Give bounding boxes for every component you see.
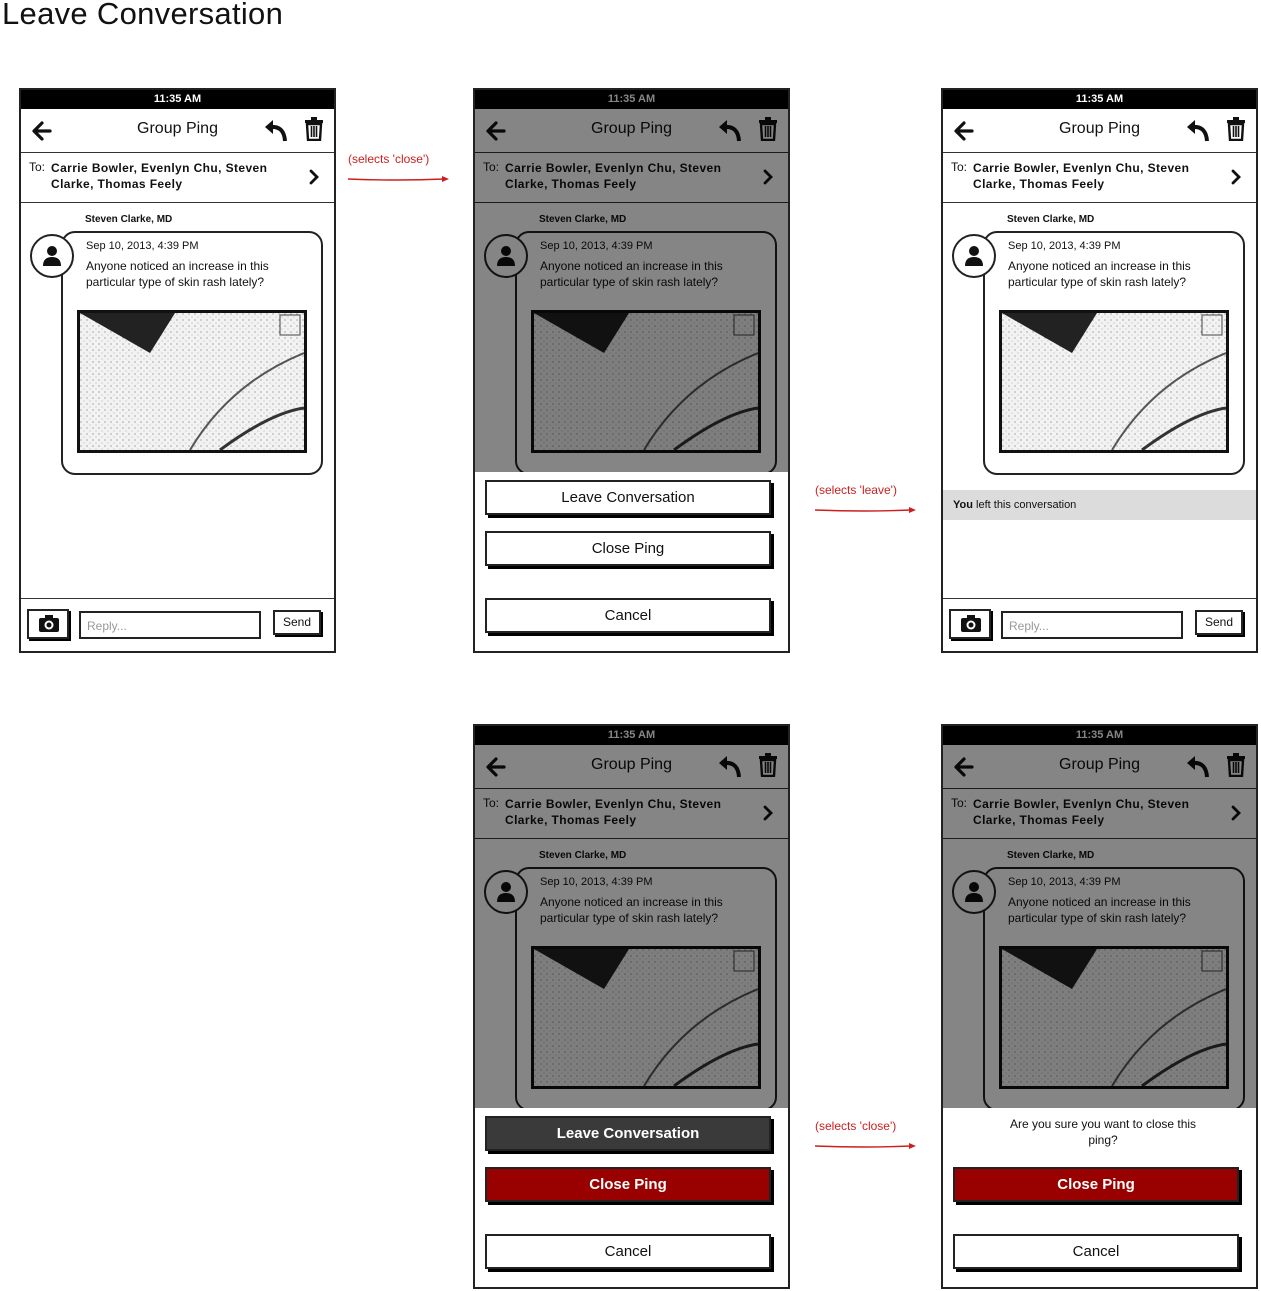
- notice-text: left this conversation: [976, 499, 1077, 511]
- recipients-row[interactable]: [943, 152, 1256, 203]
- sender-name: Steven Clarke, MD: [539, 214, 627, 225]
- action-sheet: [475, 472, 788, 651]
- reply-icon[interactable]: [1184, 117, 1211, 143]
- nav-bar: [943, 109, 1256, 153]
- phone-screen-2: [473, 88, 790, 653]
- recipients-list: Carrie Bowler, Evenlyn Chu, Steven Clarke, Thomas Feely: [973, 161, 1190, 191]
- leave-conversation-button[interactable]: Leave Conversation: [485, 1116, 771, 1151]
- flow-label-selects-leave: (selects 'leave'): [815, 483, 897, 497]
- confirm-sheet: [943, 1108, 1256, 1287]
- leave-conversation-button[interactable]: Leave Conversation: [485, 480, 771, 515]
- person-icon: [964, 245, 984, 267]
- message-text: Anyone noticed an increase in this particular type of skin rash lately?: [540, 895, 723, 925]
- status-bar-time: 11:35 AM: [475, 726, 788, 745]
- page-title: Leave Conversation: [2, 0, 284, 31]
- send-button[interactable]: Send: [1195, 610, 1243, 635]
- message-text: Anyone noticed an increase in this particular type of skin rash lately?: [1008, 895, 1191, 925]
- recipients-list: Carrie Bowler, Evenlyn Chu, Steven Clarke, Thomas Feely: [51, 161, 268, 191]
- close-ping-button[interactable]: Close Ping: [485, 531, 771, 566]
- person-icon: [42, 245, 62, 267]
- status-bar-time: 11:35 AM: [21, 90, 334, 109]
- flow-label-selects-close: (selects 'close'): [348, 152, 430, 166]
- nav-title: Group Ping: [1059, 756, 1140, 773]
- phone-screen-1: [19, 88, 336, 653]
- cancel-button[interactable]: Cancel: [485, 598, 771, 633]
- chevron-right-icon[interactable]: [308, 168, 320, 186]
- to-label: To:: [951, 160, 968, 174]
- message-date: Sep 10, 2013, 4:39 PM: [1008, 876, 1121, 888]
- nav-title: Group Ping: [1059, 120, 1140, 137]
- cancel-button[interactable]: Cancel: [485, 1234, 771, 1269]
- nav-bar: [21, 109, 334, 153]
- reply-icon[interactable]: [262, 117, 289, 143]
- to-label: To:: [483, 796, 500, 810]
- cancel-button[interactable]: Cancel: [953, 1234, 1239, 1269]
- trash-icon[interactable]: [304, 117, 324, 141]
- chevron-right-icon[interactable]: [1230, 168, 1242, 186]
- recipients-list: Carrie Bowler, Evenlyn Chu, Steven Clarke, Thomas Feely: [505, 161, 722, 191]
- sender-name: Steven Clarke, MD: [1007, 214, 1095, 225]
- flow-label-selects-close-2: (selects 'close'): [815, 1119, 897, 1133]
- avatar: [30, 234, 74, 278]
- phone-screen-5: [941, 724, 1258, 1289]
- confirm-close-ping-button[interactable]: Close Ping: [953, 1167, 1239, 1202]
- reply-composer: [943, 598, 1256, 651]
- recipients-list: Carrie Bowler, Evenlyn Chu, Steven Clarke, Thomas Feely: [505, 797, 722, 827]
- send-button[interactable]: Send: [273, 610, 321, 635]
- status-bar-time: 11:35 AM: [943, 726, 1256, 745]
- phone-screen-3: [941, 88, 1258, 653]
- message-text: Anyone noticed an increase in this particular type of skin rash lately?: [540, 259, 723, 289]
- recipients-list: Carrie Bowler, Evenlyn Chu, Steven Clarke, Thomas Feely: [973, 797, 1190, 827]
- reply-composer: [21, 598, 334, 651]
- reply-input[interactable]: Reply...: [1001, 611, 1183, 639]
- flow-arrow-1: [348, 174, 450, 184]
- message-date: Sep 10, 2013, 4:39 PM: [86, 240, 199, 252]
- nav-title: Group Ping: [591, 120, 672, 137]
- message-date: Sep 10, 2013, 4:39 PM: [540, 240, 653, 252]
- flow-arrow-3: [815, 1141, 917, 1151]
- sender-name: Steven Clarke, MD: [1007, 850, 1095, 861]
- message-date: Sep 10, 2013, 4:39 PM: [540, 876, 653, 888]
- flow-arrow-2: [815, 505, 917, 515]
- message-photo[interactable]: [999, 310, 1229, 453]
- phone-screen-4: [473, 724, 790, 1289]
- nav-title: Group Ping: [137, 120, 218, 137]
- nav-title: Group Ping: [591, 756, 672, 773]
- action-sheet: [475, 1108, 788, 1287]
- recipients-row[interactable]: [21, 152, 334, 203]
- to-label: To:: [951, 796, 968, 810]
- message-text: Anyone noticed an increase in this particular type of skin rash lately?: [86, 259, 269, 289]
- camera-icon: [38, 615, 60, 633]
- confirm-message: Are you sure you want to close this ping?: [1009, 1117, 1197, 1147]
- status-bar-time: 11:35 AM: [943, 90, 1256, 109]
- reply-input[interactable]: Reply...: [79, 611, 261, 639]
- message-date: Sep 10, 2013, 4:39 PM: [1008, 240, 1121, 252]
- status-bar-time: 11:35 AM: [475, 90, 788, 109]
- message-text: Anyone noticed an increase in this particular type of skin rash lately?: [1008, 259, 1191, 289]
- to-label: To:: [483, 160, 500, 174]
- message-photo[interactable]: [77, 310, 307, 453]
- camera-icon: [960, 615, 982, 633]
- trash-icon[interactable]: [1226, 117, 1246, 141]
- avatar: [952, 234, 996, 278]
- sender-name: Steven Clarke, MD: [539, 850, 627, 861]
- to-label: To:: [29, 160, 46, 174]
- camera-button[interactable]: [27, 609, 69, 639]
- left-conversation-notice: [943, 490, 1256, 520]
- notice-you: You: [953, 499, 973, 511]
- camera-button[interactable]: [949, 609, 991, 639]
- close-ping-button[interactable]: Close Ping: [485, 1167, 771, 1202]
- sender-name: Steven Clarke, MD: [85, 214, 173, 225]
